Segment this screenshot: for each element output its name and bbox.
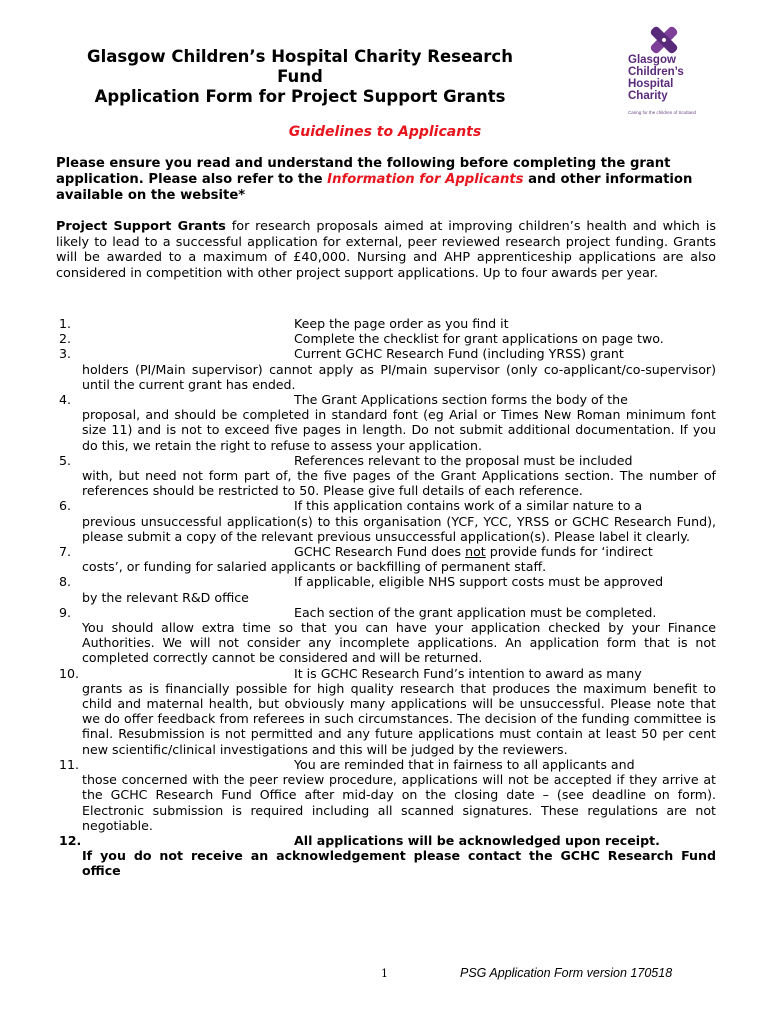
item-number: 8. <box>59 574 72 590</box>
item-text-cont: holders (PI/Main supervisor) cannot apply as PI/main supervisor (only co-applicant/co-supervisor) until the current grant has ended. <box>82 361 716 392</box>
item-text: It is GCHC Research Fund’s intention to award as many <box>294 665 642 681</box>
logo-line-4: Charity <box>628 90 668 102</box>
item-number: 11. <box>59 756 80 772</box>
document-title <box>40 47 560 107</box>
list-item <box>56 833 716 879</box>
item-text: All applications will be acknowledged upon receipt. <box>294 832 660 848</box>
item-text-cont: If you do not receive an acknowledgement please contact the GCHC Research Fund office <box>82 848 716 879</box>
project-support-paragraph <box>56 219 716 281</box>
item-number: 6. <box>59 498 72 514</box>
item-text: You are reminded that in fairness to all applicants and <box>294 756 635 772</box>
item-text: If applicable, eligible NHS support costs must be approved <box>294 574 664 590</box>
logo-line-2: Children’s <box>628 66 684 78</box>
logo-tagline: Caring for the children of Scotland <box>628 110 697 115</box>
item-text: References relevant to the proposal must be included <box>294 452 633 468</box>
item-text: Each section of the grant application must be completed. <box>294 604 657 620</box>
guidelines-heading: Guidelines to Applicants <box>288 124 482 140</box>
item-text-cont: grants as is financially possible for high quality research that produces the maximum benefit to child and maternal health, but obviously many applications will be unsuccessful. Please note that we do offer feedback from referees in such circumstances. The decision of the funding committee is final. Resubmission is not permitted and any future applications must contain at least 50 per cent new scientific/clinical investigations and this will be judged by the reviewers. <box>82 680 716 757</box>
list-item <box>56 605 716 666</box>
item-text: Keep the page order as you find it <box>294 316 509 331</box>
item-text-cont: proposal, and should be completed in standard font (eg Arial or Times New Roman minimum font size 11) and is not to exceed five pages in length. Do not submit additional documentation. If you do this, we retain the right to refuse to assess your application. <box>82 407 716 453</box>
item-text-cont: by the relevant R&D office <box>82 589 249 605</box>
list-item <box>56 331 716 346</box>
information-for-applicants-link[interactable]: Information for Applicants <box>327 172 524 187</box>
item-number: 5. <box>59 452 72 468</box>
item-text-cont: You should allow extra time so that you can have your application checked by your Finance Authorities. We will not consider any incomplete applications. An application form that is not completed correctly cannot be considered and will be returned. <box>82 620 716 666</box>
item-number: 2. <box>59 331 72 347</box>
item-number: 9. <box>59 604 72 620</box>
intro-paragraph <box>56 156 716 204</box>
list-item <box>56 757 716 833</box>
item-text: Complete the checklist for grant applications on page two. <box>294 331 664 347</box>
item-text: Current GCHC Research Fund (including YRSS) grant <box>294 346 624 362</box>
title-line-2: Fund <box>277 67 323 86</box>
item-text-a: GCHC Research Fund does <box>294 544 466 560</box>
list-item <box>56 574 716 604</box>
intro-text-1: Please ensure you read and understand the following before completing the grant application. Please also refer to the <box>56 156 671 187</box>
item-text: If this application contains work of a similar nature to a <box>294 498 643 514</box>
title-line-1: Glasgow Children’s Hospital Charity Research <box>87 47 513 66</box>
item-text-underlined: not <box>465 544 486 560</box>
logo-line-1: Glasgow <box>628 54 676 66</box>
project-support-lead: Project Support Grants <box>56 219 226 234</box>
item-text-cont: with, but need not form part of, the five pages of the Grant Applications section. The number of references should be restricted to 50. Please give full details of each reference. <box>82 468 716 499</box>
project-support-body: for research proposals aimed at improving children’s health and which is likely to lead to a successful application for external, peer reviewed research project funding. Grants will be awarded to a maximum of £40,000. Nursing and AHP apprenticeship applications are also considered in competition with other project support applications. Up to four awards per year. <box>56 219 716 281</box>
title-line-3: Application Form for Project Support Grants <box>94 87 506 106</box>
logo-cross-icon <box>644 26 684 54</box>
list-item <box>56 346 716 392</box>
guidelines-list <box>56 316 716 879</box>
charity-logo <box>628 26 698 122</box>
item-text: The Grant Applications section forms the body of the <box>294 392 628 408</box>
item-number: 3. <box>59 346 72 362</box>
item-text-cont: costs’, or funding for salaried applicants or backfilling of permanent staff. <box>82 559 547 575</box>
list-item <box>56 666 716 757</box>
item-number: 12. <box>59 832 82 848</box>
list-item <box>56 453 716 499</box>
intro-text-2: and other information available on the website* <box>56 172 693 203</box>
item-number: 1. <box>59 316 72 331</box>
item-text-cont: previous unsuccessful application(s) to this organisation (YCF, YCC, YRSS or GCHC Research Fund), please submit a copy of the relevant previous unsuccessful application(s). Please label it clearly. <box>82 513 716 544</box>
list-item <box>56 544 716 574</box>
item-text <box>82 544 716 559</box>
item-text-b: provide funds for ‘indirect <box>485 544 653 560</box>
page-number: 1 <box>381 967 388 980</box>
item-number: 7. <box>59 544 72 560</box>
item-number: 10. <box>59 665 80 681</box>
logo-line-3: Hospital <box>628 78 674 90</box>
item-number: 4. <box>59 392 72 408</box>
list-item <box>56 392 716 453</box>
item-text-cont: those concerned with the peer review procedure, applications will not be accepted if they arrive at the GCHC Research Fund Office after mid-day on the closing date – (see deadline on form). Electronic submission is required including all scanned signatures. These regulations are not negotiable. <box>82 772 716 833</box>
logo-wordmark <box>628 54 700 102</box>
list-item <box>56 316 716 331</box>
list-item <box>56 498 716 544</box>
form-version: PSG Application Form version 170518 <box>460 966 673 980</box>
